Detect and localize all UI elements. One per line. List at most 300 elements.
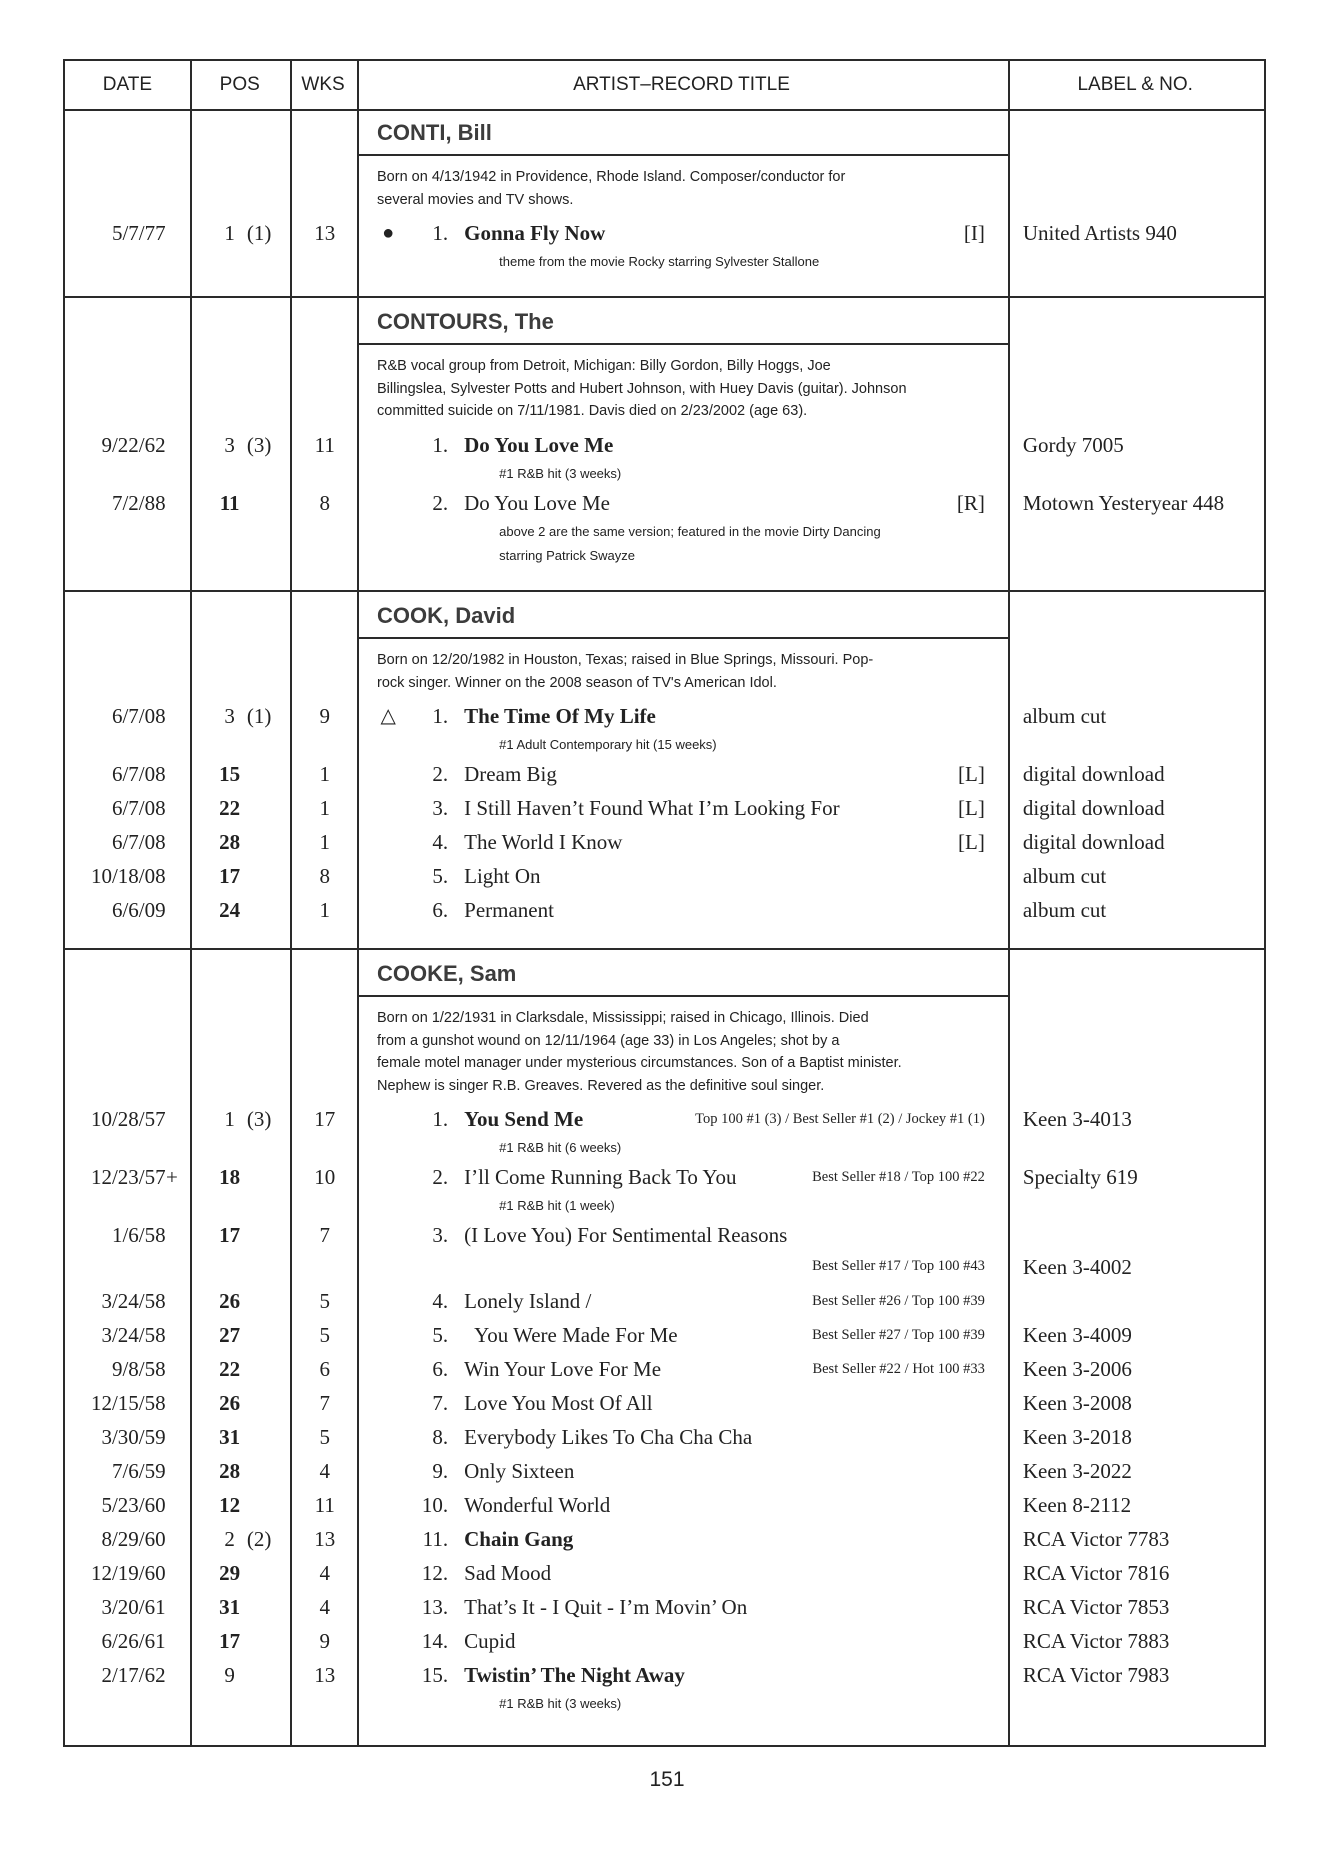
record-flag: [L] bbox=[958, 762, 985, 786]
chart-date bbox=[65, 1624, 192, 1658]
record-label: album cut bbox=[1022, 704, 1107, 728]
weeks-charted: 6 bbox=[319, 1357, 330, 1381]
record-title: That’s It - I Quit - I’m Movin’ On bbox=[464, 1595, 748, 1619]
date-value: 3/30/59 bbox=[101, 1425, 166, 1449]
record-number: 6. bbox=[432, 1357, 449, 1381]
record-main-line bbox=[358, 216, 1007, 250]
record-number: 5. bbox=[432, 1323, 449, 1347]
record-main-line bbox=[358, 699, 1007, 733]
peak-position bbox=[192, 1318, 292, 1352]
artist-name: CONTI, Bill bbox=[357, 109, 1008, 156]
peak-position bbox=[192, 1386, 292, 1420]
record-label: digital download bbox=[1022, 762, 1165, 786]
record-label: RCA Victor 7983 bbox=[1022, 1663, 1170, 1687]
artist-section bbox=[65, 296, 1264, 590]
chart-positions: Best Seller #22 / Hot 100 #33 bbox=[812, 1361, 985, 1377]
weeks-charted: 13 bbox=[314, 1663, 336, 1687]
entry-row bbox=[65, 1420, 1264, 1454]
chart-date bbox=[65, 1522, 192, 1556]
date-value: 9/22/62 bbox=[101, 432, 166, 457]
artist-name: CONTOURS, The bbox=[357, 298, 1008, 345]
bio-line: Born on 12/20/1982 in Houston, Texas; raised in Blue Springs, Missouri. Pop- bbox=[377, 652, 874, 668]
record-flag: [R] bbox=[956, 490, 985, 515]
chart-date bbox=[65, 1590, 192, 1624]
weeks-charted: 4 bbox=[319, 1595, 330, 1619]
header-wks: WKS bbox=[301, 74, 345, 95]
date-value: 10/28/57 bbox=[90, 1107, 166, 1131]
chart-date bbox=[65, 1318, 192, 1352]
bio-line: Nephew is singer R.B. Greaves. Revered as the definitive soul singer. bbox=[377, 1077, 825, 1094]
entry-row bbox=[65, 825, 1264, 859]
chart-date bbox=[65, 428, 192, 462]
bio-line: from a gunshot wound on 12/11/1964 (age 33) in Los Angeles; shot by a bbox=[377, 1032, 840, 1049]
entry-row bbox=[65, 1522, 1264, 1556]
date-value: 12/19/60 bbox=[90, 1561, 166, 1585]
weeks-charted: 17 bbox=[314, 1107, 336, 1131]
record-flag: [L] bbox=[958, 796, 985, 820]
record-number: 5. bbox=[432, 864, 449, 888]
chart-date bbox=[65, 1420, 192, 1454]
weeks-charted: 7 bbox=[319, 1391, 330, 1415]
entry-row bbox=[65, 1386, 1264, 1420]
weeks-charted: 1 bbox=[319, 830, 330, 854]
peak-position bbox=[192, 1420, 292, 1454]
chart-date bbox=[65, 1284, 192, 1318]
peak-position bbox=[192, 1522, 292, 1556]
record-main-line bbox=[358, 1102, 1007, 1136]
weeks-charted: 8 bbox=[319, 490, 330, 515]
record-main-line bbox=[358, 791, 1007, 825]
chart-date bbox=[65, 699, 192, 733]
record-label: Keen 8-2112 bbox=[1022, 1493, 1132, 1517]
entry-row bbox=[65, 1624, 1264, 1658]
record-label: Keen 3-2022 bbox=[1022, 1459, 1132, 1483]
record-note: #1 R&B hit (3 weeks) bbox=[499, 465, 622, 481]
weeks-at-peak: (1) bbox=[246, 704, 272, 728]
peak-position bbox=[192, 486, 292, 520]
record-label: United Artists 940 bbox=[1022, 221, 1177, 245]
entry-row bbox=[65, 1160, 1264, 1218]
record-label: Motown Yesteryear 448 bbox=[1022, 490, 1225, 515]
record-title: I’ll Come Running Back To You bbox=[464, 1165, 737, 1189]
peak-position bbox=[192, 1658, 292, 1692]
weeks-charted: 5 bbox=[319, 1289, 330, 1313]
peak-position bbox=[192, 825, 292, 859]
peak-position bbox=[192, 1160, 292, 1194]
record-title-cell bbox=[358, 1590, 1007, 1624]
entry-row bbox=[65, 216, 1264, 274]
position-value: 18 bbox=[219, 1165, 241, 1189]
record-number: 2. bbox=[432, 762, 449, 786]
weeks-charted: 13 bbox=[314, 221, 336, 245]
record-main-line bbox=[358, 428, 1007, 462]
header-pos: POS bbox=[219, 74, 260, 95]
record-number: 11. bbox=[422, 1527, 449, 1551]
record-title: Chain Gang bbox=[464, 1527, 574, 1551]
position-value: 17 bbox=[219, 1629, 241, 1653]
bio-line: R&B vocal group from Detroit, Michigan: Billy Gordon, Billy Hoggs, Joe bbox=[377, 358, 831, 374]
entry-row bbox=[65, 699, 1264, 757]
record-title: Sad Mood bbox=[464, 1561, 552, 1585]
record-main-line bbox=[358, 893, 1007, 927]
record-title-cell bbox=[358, 1284, 1007, 1318]
position-value: 29 bbox=[219, 1561, 241, 1585]
record-title-cell bbox=[358, 859, 1007, 893]
record-main-line bbox=[358, 1352, 1007, 1386]
record-title-cell bbox=[358, 1556, 1007, 1590]
artist-name: COOK, David bbox=[357, 592, 1008, 639]
record-label: RCA Victor 7853 bbox=[1022, 1595, 1170, 1619]
position-value: 12 bbox=[219, 1493, 241, 1517]
position-value: 28 bbox=[219, 1459, 241, 1483]
peak-position bbox=[192, 699, 292, 733]
weeks-charted: 13 bbox=[314, 1527, 336, 1551]
record-label: digital download bbox=[1022, 796, 1165, 820]
record-label: Keen 3-4002 bbox=[1022, 1255, 1132, 1279]
record-title-cell bbox=[358, 1658, 1007, 1716]
table-header bbox=[65, 61, 1264, 111]
record-number: 1. bbox=[432, 221, 449, 245]
bio-line: committed suicide on 7/11/1981. Davis died on 2/23/2002 (age 63). bbox=[377, 403, 808, 419]
record-number: 3. bbox=[432, 796, 449, 820]
weeks-charted: 9 bbox=[319, 704, 330, 728]
chart-date bbox=[65, 486, 192, 520]
chart-date bbox=[65, 216, 192, 250]
date-value: 1/6/58 bbox=[111, 1223, 166, 1247]
entry-row bbox=[65, 1318, 1264, 1352]
position-value: 9 bbox=[224, 1663, 235, 1687]
peak-position bbox=[192, 1284, 292, 1318]
artist-bio bbox=[357, 639, 1008, 699]
record-note: starring Patrick Swayze bbox=[499, 547, 635, 563]
record-title: Light On bbox=[464, 864, 541, 888]
position-value: 28 bbox=[219, 830, 241, 854]
record-main-line bbox=[358, 825, 1007, 859]
record-main-line bbox=[358, 1386, 1007, 1420]
record-title: Love You Most Of All bbox=[464, 1391, 653, 1415]
weeks-at-peak: (1) bbox=[246, 221, 272, 245]
record-main-line bbox=[358, 1218, 1007, 1252]
record-title: Gonna Fly Now bbox=[464, 221, 606, 245]
date-value: 3/20/61 bbox=[101, 1595, 166, 1619]
position-value: 22 bbox=[219, 796, 241, 820]
artist-name: COOKE, Sam bbox=[357, 950, 1008, 997]
record-number: 14. bbox=[421, 1629, 449, 1653]
record-title: Do You Love Me bbox=[464, 432, 614, 457]
record-title-cell bbox=[358, 1352, 1007, 1386]
record-number: 1. bbox=[432, 704, 449, 728]
weeks-charted: 9 bbox=[319, 1629, 330, 1653]
record-title-cell bbox=[358, 1624, 1007, 1658]
position-value: 26 bbox=[219, 1391, 241, 1415]
chart-date bbox=[65, 1102, 192, 1136]
record-title: Lonely Island / bbox=[464, 1289, 592, 1313]
entry-row bbox=[65, 1352, 1264, 1386]
record-title-cell bbox=[358, 1318, 1007, 1352]
chart-positions-line bbox=[358, 1252, 1007, 1280]
record-label: album cut bbox=[1022, 864, 1107, 888]
position-value: 31 bbox=[219, 1595, 241, 1619]
record-main-line bbox=[358, 1522, 1007, 1556]
entry-row bbox=[65, 428, 1264, 486]
position-value: 27 bbox=[219, 1323, 241, 1347]
date-value: 3/24/58 bbox=[101, 1289, 166, 1313]
entry-row bbox=[65, 1658, 1264, 1716]
chart-date bbox=[65, 1454, 192, 1488]
position-value: 17 bbox=[219, 864, 241, 888]
record-title: Twistin’ The Night Away bbox=[464, 1663, 685, 1687]
digital-gold-icon: △ bbox=[380, 705, 396, 727]
weeks-charted: 1 bbox=[319, 762, 330, 786]
position-value: 1 bbox=[224, 221, 235, 245]
entry-row bbox=[65, 1488, 1264, 1522]
record-number: 7. bbox=[432, 1391, 449, 1415]
weeks-charted: 1 bbox=[319, 898, 330, 922]
record-label: Keen 3-2006 bbox=[1022, 1357, 1132, 1381]
entry-row bbox=[65, 893, 1264, 927]
record-title: Only Sixteen bbox=[464, 1459, 575, 1483]
record-main-line bbox=[358, 1488, 1007, 1522]
gold-record-icon: ● bbox=[382, 222, 395, 244]
record-title-cell bbox=[358, 428, 1007, 486]
record-title-cell bbox=[358, 1160, 1007, 1218]
weeks-at-peak: (3) bbox=[246, 432, 272, 457]
chart-date bbox=[65, 1386, 192, 1420]
chart-date bbox=[65, 1218, 192, 1252]
position-value: 31 bbox=[219, 1425, 241, 1449]
record-title-cell bbox=[358, 1488, 1007, 1522]
record-main-line bbox=[358, 1624, 1007, 1658]
weeks-charted: 4 bbox=[319, 1459, 330, 1483]
bio-line: female motel manager under mysterious circumstances. Son of a Baptist minister. bbox=[377, 1055, 902, 1071]
record-main-line bbox=[358, 1160, 1007, 1194]
record-main-line bbox=[358, 1556, 1007, 1590]
date-value: 6/7/08 bbox=[111, 796, 166, 820]
peak-position bbox=[192, 791, 292, 825]
date-value: 12/23/57 bbox=[90, 1165, 166, 1189]
record-number: 2. bbox=[432, 1165, 449, 1189]
position-value: 3 bbox=[224, 432, 235, 457]
date-value: 7/2/88 bbox=[111, 490, 166, 515]
chart-date bbox=[65, 1658, 192, 1692]
date-value: 6/6/09 bbox=[111, 898, 166, 922]
record-main-line bbox=[358, 757, 1007, 791]
record-flag: [L] bbox=[958, 830, 985, 854]
record-title: I Still Haven’t Found What I’m Looking For bbox=[464, 796, 840, 820]
peak-position bbox=[192, 893, 292, 927]
record-title-cell bbox=[358, 893, 1007, 927]
record-main-line bbox=[358, 1590, 1007, 1624]
record-number: 4. bbox=[432, 1289, 449, 1313]
entry-row bbox=[65, 757, 1264, 791]
artist-bio bbox=[357, 345, 1008, 428]
peak-position bbox=[192, 859, 292, 893]
chart-date bbox=[65, 1160, 192, 1194]
record-note: theme from the movie Rocky starring Sylvester Stallone bbox=[499, 254, 820, 269]
record-number: 12. bbox=[421, 1561, 449, 1585]
header-label: LABEL & NO. bbox=[1077, 74, 1193, 95]
entry-row bbox=[65, 791, 1264, 825]
chart-date bbox=[65, 1352, 192, 1386]
date-suffix: + bbox=[166, 1165, 178, 1189]
artist-section bbox=[65, 948, 1264, 1747]
record-flag: [I] bbox=[963, 221, 985, 245]
position-value: 11 bbox=[219, 490, 240, 515]
record-number: 2. bbox=[432, 490, 449, 515]
record-label: RCA Victor 7783 bbox=[1022, 1527, 1170, 1551]
entry-row bbox=[65, 486, 1264, 568]
record-title-cell bbox=[358, 1218, 1007, 1284]
chart-date bbox=[65, 1488, 192, 1522]
date-value: 8/29/60 bbox=[101, 1527, 166, 1551]
artist-bio bbox=[357, 156, 1008, 216]
record-title-cell bbox=[358, 699, 1007, 757]
peak-position bbox=[192, 1352, 292, 1386]
date-value: 2/17/62 bbox=[101, 1663, 166, 1687]
record-label: digital download bbox=[1022, 830, 1165, 854]
record-note: #1 R&B hit (3 weeks) bbox=[499, 1696, 622, 1711]
date-value: 7/6/59 bbox=[111, 1459, 166, 1483]
record-title: You Were Made For Me bbox=[474, 1323, 678, 1347]
entry-row bbox=[65, 1556, 1264, 1590]
record-title-cell bbox=[358, 757, 1007, 791]
date-value: 5/7/77 bbox=[111, 221, 166, 245]
record-main-line bbox=[358, 1284, 1007, 1318]
chart-positions: Best Seller #18 / Top 100 #22 bbox=[812, 1169, 985, 1185]
bio-line: Born on 1/22/1931 in Clarksdale, Mississippi; raised in Chicago, Illinois. Died bbox=[377, 1010, 869, 1026]
record-title: Do You Love Me bbox=[464, 490, 610, 515]
chart-positions: Best Seller #27 / Top 100 #39 bbox=[812, 1327, 985, 1343]
record-title-cell bbox=[358, 1102, 1007, 1160]
peak-position bbox=[192, 216, 292, 250]
entry-row bbox=[65, 1284, 1264, 1318]
chart-positions: Best Seller #26 / Top 100 #39 bbox=[812, 1293, 985, 1309]
weeks-charted: 5 bbox=[319, 1323, 330, 1347]
peak-position bbox=[192, 1488, 292, 1522]
peak-position bbox=[192, 757, 292, 791]
record-label: RCA Victor 7816 bbox=[1022, 1561, 1170, 1585]
record-title-cell bbox=[358, 1386, 1007, 1420]
chart-history-table bbox=[63, 59, 1266, 1747]
record-main-line bbox=[358, 1420, 1007, 1454]
chart-date bbox=[65, 825, 192, 859]
position-value: 24 bbox=[219, 898, 241, 922]
record-main-line bbox=[358, 1658, 1007, 1692]
record-number: 1. bbox=[432, 1107, 449, 1131]
weeks-at-peak: (3) bbox=[246, 1107, 272, 1131]
position-value: 2 bbox=[224, 1527, 235, 1551]
bio-line: Born on 4/13/1942 in Providence, Rhode Island. Composer/conductor for bbox=[377, 169, 846, 185]
artist-bio bbox=[357, 997, 1008, 1102]
date-value: 3/24/58 bbox=[101, 1323, 166, 1347]
weeks-at-peak: (2) bbox=[246, 1527, 272, 1551]
position-value: 1 bbox=[224, 1107, 235, 1131]
peak-position bbox=[192, 1590, 292, 1624]
artist-section bbox=[65, 109, 1264, 298]
record-number: 10. bbox=[421, 1493, 449, 1517]
record-main-line bbox=[358, 486, 1007, 520]
date-value: 9/8/58 bbox=[111, 1357, 166, 1381]
header-date: DATE bbox=[102, 74, 153, 95]
chart-date bbox=[65, 1556, 192, 1590]
entry-row bbox=[65, 859, 1264, 893]
date-value: 6/7/08 bbox=[111, 704, 166, 728]
record-title-cell bbox=[358, 825, 1007, 859]
weeks-charted: 1 bbox=[319, 796, 330, 820]
record-title-cell bbox=[358, 486, 1007, 568]
weeks-charted: 10 bbox=[314, 1165, 336, 1189]
weeks-charted: 8 bbox=[319, 864, 330, 888]
record-title-cell bbox=[358, 216, 1007, 274]
chart-positions: Top 100 #1 (3) / Best Seller #1 (2) / Jockey #1 (1) bbox=[695, 1111, 985, 1127]
position-value: 26 bbox=[219, 1289, 241, 1313]
record-title: The World I Know bbox=[464, 830, 623, 854]
peak-position bbox=[192, 428, 292, 462]
position-value: 3 bbox=[224, 704, 235, 728]
header-title: ARTIST–RECORD TITLE bbox=[573, 74, 790, 95]
record-label: RCA Victor 7883 bbox=[1022, 1629, 1170, 1653]
record-title-cell bbox=[358, 1522, 1007, 1556]
record-number: 1. bbox=[432, 432, 449, 457]
record-title-cell bbox=[358, 1454, 1007, 1488]
record-note: #1 R&B hit (6 weeks) bbox=[499, 1140, 622, 1155]
record-label: Keen 3-4013 bbox=[1022, 1107, 1132, 1131]
date-value: 6/26/61 bbox=[101, 1629, 166, 1653]
weeks-charted: 5 bbox=[319, 1425, 330, 1449]
peak-position bbox=[192, 1556, 292, 1590]
bio-line: rock singer. Winner on the 2008 season of TV's American Idol. bbox=[377, 674, 777, 691]
peak-position bbox=[192, 1102, 292, 1136]
record-label: Keen 3-2018 bbox=[1022, 1425, 1132, 1449]
record-number: 3. bbox=[432, 1223, 449, 1247]
record-title: The Time Of My Life bbox=[464, 704, 656, 728]
record-number: 13. bbox=[421, 1595, 449, 1619]
record-title: Cupid bbox=[464, 1629, 516, 1653]
peak-position bbox=[192, 1218, 292, 1252]
record-title: You Send Me bbox=[464, 1107, 584, 1131]
weeks-charted: 11 bbox=[314, 1493, 335, 1517]
record-main-line bbox=[358, 1454, 1007, 1488]
record-note: #1 Adult Contemporary hit (15 weeks) bbox=[499, 737, 717, 752]
position-value: 17 bbox=[219, 1223, 241, 1247]
record-number: 15. bbox=[421, 1663, 449, 1687]
date-value: 12/15/58 bbox=[90, 1391, 166, 1415]
record-label: album cut bbox=[1022, 898, 1107, 922]
record-note: above 2 are the same version; featured in the movie Dirty Dancing bbox=[499, 523, 881, 539]
record-title-cell bbox=[358, 1420, 1007, 1454]
date-value: 6/7/08 bbox=[111, 762, 166, 786]
date-value: 10/18/08 bbox=[90, 864, 166, 888]
record-title: (I Love You) For Sentimental Reasons bbox=[464, 1223, 788, 1247]
chart-positions: Best Seller #17 / Top 100 #43 bbox=[812, 1258, 985, 1274]
position-value: 22 bbox=[219, 1357, 241, 1381]
chart-date bbox=[65, 791, 192, 825]
bio-line: Billingslea, Sylvester Potts and Hubert Johnson, with Huey Davis (guitar). Johnson bbox=[377, 380, 907, 397]
bio-line: several movies and TV shows. bbox=[377, 191, 574, 208]
record-main-line bbox=[358, 1318, 1007, 1352]
record-label: Keen 3-2008 bbox=[1022, 1391, 1132, 1415]
record-title: Everybody Likes To Cha Cha Cha bbox=[464, 1425, 753, 1449]
record-title-cell bbox=[358, 791, 1007, 825]
date-value: 5/23/60 bbox=[101, 1493, 166, 1517]
page-number: 151 bbox=[649, 1768, 685, 1791]
record-label: Specialty 619 bbox=[1022, 1165, 1138, 1189]
entry-row bbox=[65, 1102, 1264, 1160]
weeks-charted: 4 bbox=[319, 1561, 330, 1585]
record-title: Wonderful World bbox=[464, 1493, 611, 1517]
peak-position bbox=[192, 1624, 292, 1658]
record-number: 8. bbox=[432, 1425, 449, 1449]
